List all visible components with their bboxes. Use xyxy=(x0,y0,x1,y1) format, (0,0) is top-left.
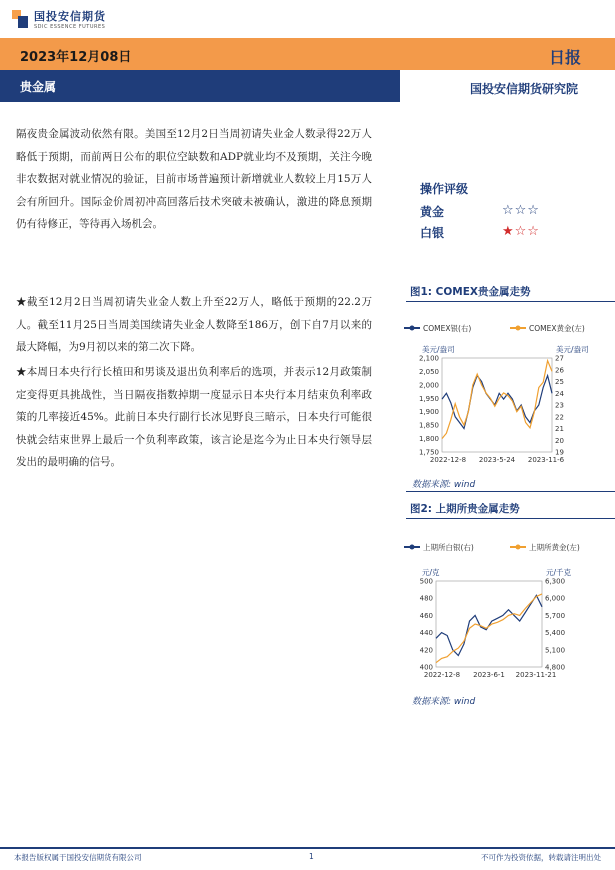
x-tick: 2023-6-1 xyxy=(473,671,505,679)
y-right-tick: 4,800 xyxy=(545,663,566,672)
y-left-tick: 400 xyxy=(419,663,433,672)
legend-label: COMEX银(右) xyxy=(423,324,472,333)
header-navy-band xyxy=(0,70,400,102)
y-right-tick: 6,000 xyxy=(545,594,566,603)
report-type: 日报 xyxy=(549,48,582,67)
x-tick: 2022-12-8 xyxy=(423,671,461,679)
logo-icon xyxy=(12,10,28,28)
rating-name: 白银 xyxy=(420,226,445,240)
y-left-tick: 480 xyxy=(419,594,433,603)
x-tick: 2023-11-21 xyxy=(515,671,557,679)
legend-marker xyxy=(410,326,415,331)
y-left-tick: 460 xyxy=(419,611,433,620)
right-axis-unit: 元/千克 xyxy=(546,568,572,577)
y-right-tick: 5,100 xyxy=(545,646,566,655)
page-number: 1 xyxy=(309,852,314,861)
star-filled-icon: ★ xyxy=(502,224,515,239)
divider xyxy=(406,518,615,519)
star-rating-icon: ☆☆☆ xyxy=(502,203,540,218)
left-axis-unit: 美元/盎司 xyxy=(422,345,455,354)
star-empty-icon: ☆☆ xyxy=(514,224,540,239)
y-left-tick: 440 xyxy=(419,629,433,638)
rating-stars xyxy=(502,203,540,218)
rating-title: 操作评级 xyxy=(420,182,469,196)
figure-2-source: 数据来源: wind xyxy=(412,697,476,707)
rating-row-silver xyxy=(420,224,540,241)
y-right-tick: 6,300 xyxy=(545,577,566,586)
figure-1-source: 数据来源: wind xyxy=(412,480,476,490)
figure-2-title: 图2: 上期所贵金属走势 xyxy=(410,503,520,515)
y-left-tick: 500 xyxy=(419,577,433,586)
y-left-tick: 420 xyxy=(419,646,433,655)
divider xyxy=(406,301,615,302)
footer-divider xyxy=(0,847,615,849)
y-right-tick: 24 xyxy=(555,389,564,398)
divider xyxy=(406,491,615,492)
rating-name: 黄金 xyxy=(420,205,445,219)
legend-label: COMEX黄金(左) xyxy=(529,324,585,333)
footer-copyright: 本报告版权属于国投安信期货有限公司 xyxy=(14,853,142,862)
logo-name: 国投安信期货 xyxy=(34,10,106,23)
company-logo xyxy=(12,8,106,30)
figure-2-chart xyxy=(400,537,615,687)
y-right-tick: 21 xyxy=(555,425,564,433)
institute-name: 国投安信期货研究院 xyxy=(470,82,579,96)
legend-label: 上期所黄金(左) xyxy=(529,543,580,552)
x-tick: 2023-5-24 xyxy=(478,456,516,464)
paragraph-jobless-claims: ★截至12月2日当周初请失业金人数上升至22万人，略低于预期的22.2万人。截至11月25日当周美国续请失业金人数降至186万，创下自7月以来的最大降幅，为9月初以来的第二次下降。 xyxy=(16,296,372,354)
x-tick: 2023-11-6 xyxy=(527,456,565,464)
y-right-tick: 23 xyxy=(555,401,564,410)
logo-english: SDIC ESSENCE FUTURES xyxy=(34,24,106,30)
rating-row-gold xyxy=(420,203,540,220)
y-left-tick: 1,750 xyxy=(418,448,439,457)
left-axis-unit: 元/克 xyxy=(422,568,440,577)
y-right-tick: 5,700 xyxy=(545,611,566,620)
y-right-tick: 26 xyxy=(555,366,564,375)
footer-disclaimer: 不可作为投资依据，转载请注明出处 xyxy=(481,853,601,862)
rating-stars xyxy=(502,224,540,239)
paragraph-boj: ★本周日本央行行长植田和男谈及退出负利率后的选项，并表示12月政策制定变得更具挑战性，当日隔夜指数掉期一度显示日本央行本月结束负利率政策的几率接近45%。此前日本央行副行长冰见野良三暗示，日本央行可能很快就会结束世界上最后一个负利率政策，该言论是迄今为止日本央行领导层发出的最明确的信号。 xyxy=(16,366,372,469)
y-left-tick: 2,050 xyxy=(418,367,439,376)
y-right-tick: 20 xyxy=(555,436,564,445)
figure-1-chart xyxy=(400,318,615,470)
y-right-tick: 27 xyxy=(555,354,564,363)
y-left-tick: 1,850 xyxy=(418,421,439,430)
y-right-tick: 19 xyxy=(555,448,564,457)
legend-marker xyxy=(516,545,521,550)
report-category: 贵金属 xyxy=(20,80,57,94)
plot-frame xyxy=(436,581,542,667)
y-right-tick: 25 xyxy=(555,378,564,386)
y-right-tick: 5,400 xyxy=(545,629,566,638)
report-date: 2023年12月08日 xyxy=(20,50,132,65)
figure-1-title: 图1: COMEX贵金属走势 xyxy=(410,286,531,298)
y-left-tick: 1,900 xyxy=(418,408,439,417)
legend-marker xyxy=(516,326,521,331)
shfe-chart xyxy=(400,537,615,687)
legend-marker xyxy=(410,545,415,550)
y-left-tick: 2,100 xyxy=(418,354,439,363)
y-left-tick: 2,000 xyxy=(418,381,439,390)
y-left-tick: 1,950 xyxy=(418,394,439,403)
legend-label: 上期所白银(右) xyxy=(423,543,474,552)
right-axis-unit: 美元/盎司 xyxy=(556,345,589,354)
y-left-tick: 1,800 xyxy=(418,435,439,444)
y-right-tick: 22 xyxy=(555,413,564,422)
x-tick: 2022-12-8 xyxy=(429,456,467,464)
comex-chart xyxy=(400,318,615,470)
series-line xyxy=(436,594,542,663)
paragraph-summary: 隔夜贵金属波动依然有限。美国至12月2日当周初请失业金人数录得22万人略低于预期，而前两日公布的职位空缺数和ADP就业均不及预期，关注今晚非农数据对就业情况的验证，目前市场普遍预计新增就业人数较上月15万人会有所回升。国际金价周初冲高回落后技术突破未被确认，激进的降息预期仍有待修正，等待再入场机会。 xyxy=(16,128,372,231)
